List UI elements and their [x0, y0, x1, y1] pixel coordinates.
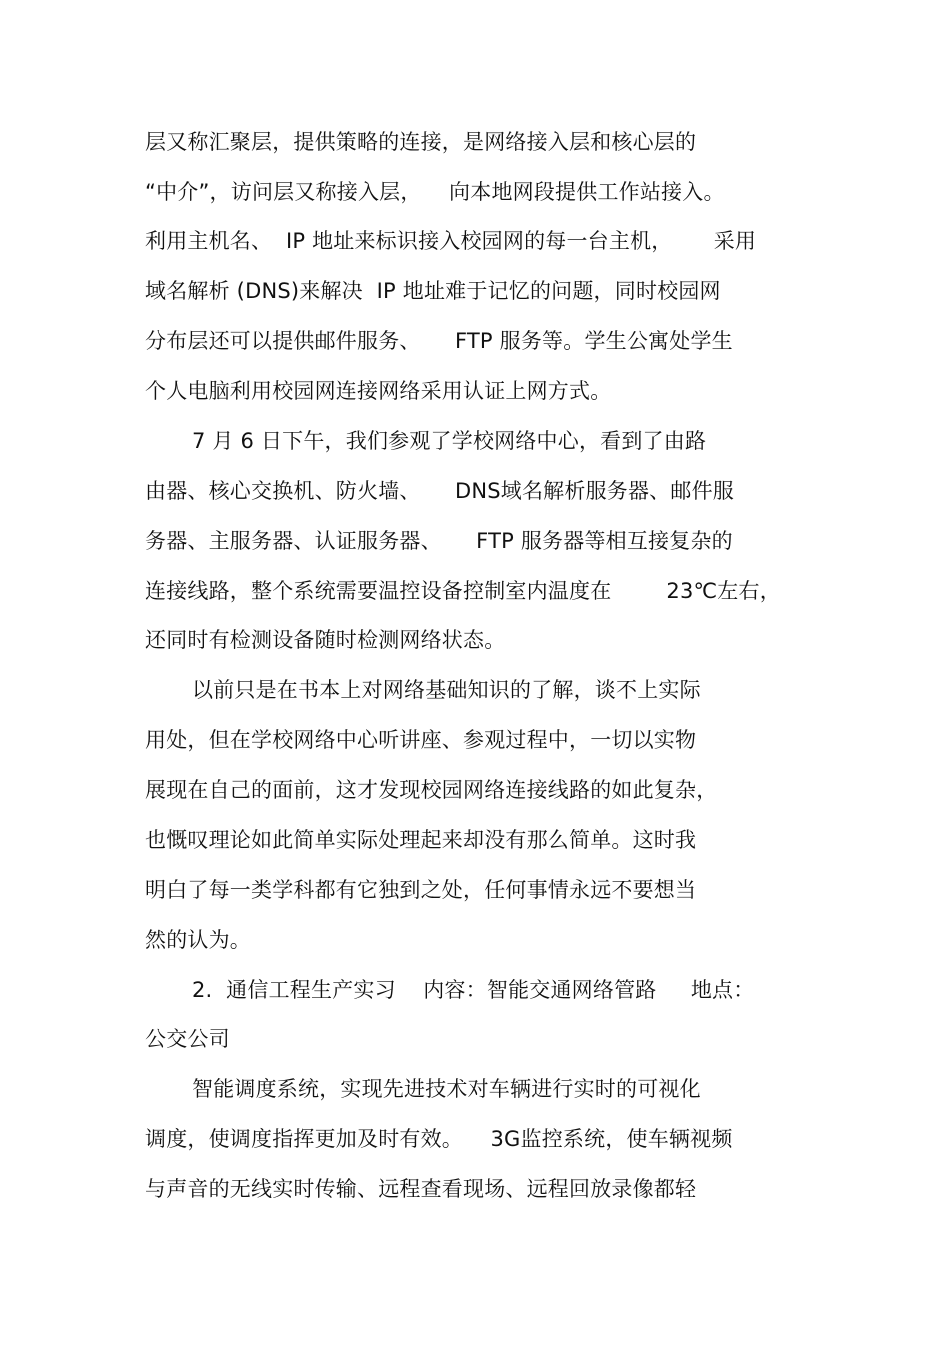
paragraph-first-line: 智能调度系统，实现先进技术对车辆进行实时的可视化 [192, 1077, 701, 1101]
text-line: 还同时有检测设备随时检测网络状态。 [145, 628, 506, 652]
text-line: 调度，使调度指挥更加及时有效。 3G监控系统，使车辆视频 [145, 1127, 733, 1151]
text-line: 层又称汇聚层，提供策略的连接，是网络接入层和核心层的 [145, 130, 697, 154]
text-line: 也慨叹理论如此简单实际处理起来却没有那么简单。这时我 [145, 828, 697, 852]
text-line: 展现在自己的面前，这才发现校园网络连接线路的如此复杂， [145, 778, 718, 802]
text-line: 域名解析 (DNS)来解决 IP 地址难于记忆的问题，同时校园网 [145, 279, 721, 303]
text-line: 然的认为。 [145, 928, 251, 952]
text-line: 务器、主服务器、认证服务器、 FTP 服务器等相互接复杂的 [145, 529, 733, 553]
text-line: “中介”，访问层又称接入层， 向本地网段提供工作站接入。 [145, 180, 725, 204]
text-line: 连接线路，整个系统需要温控设备控制室内温度在 23℃左右， [145, 579, 781, 603]
text-line: 分布层还可以提供邮件服务、 FTP 服务等。学生公寓处学生 [145, 329, 733, 353]
text-line: 与声音的无线实时传输、远程查看现场、远程回放录像都轻 [145, 1177, 697, 1201]
text-line: 利用主机名、 IP 地址来标识接入校园网的每一台主机， 采用 [145, 229, 757, 253]
section-heading-line: 2. 通信工程生产实习 内容：智能交通网络管路 地点： [192, 978, 755, 1002]
text-line: 公交公司 [145, 1027, 230, 1051]
text-line: 由器、核心交换机、防火墙、 DNS域名解析服务器、邮件服 [145, 479, 734, 503]
text-line: 用处，但在学校网络中心听讲座、参观过程中，一切以实物 [145, 728, 697, 752]
text-line: 明白了每一类学科都有它独到之处，任何事情永远不要想当 [145, 878, 697, 902]
paragraph-first-line: 以前只是在书本上对网络基础知识的了解，谈不上实际 [192, 678, 701, 702]
text-line: 个人电脑利用校园网连接网络采用认证上网方式。 [145, 379, 612, 403]
paragraph-first-line: 7 月 6 日下午，我们参观了学校网络中心，看到了由路 [192, 429, 707, 453]
